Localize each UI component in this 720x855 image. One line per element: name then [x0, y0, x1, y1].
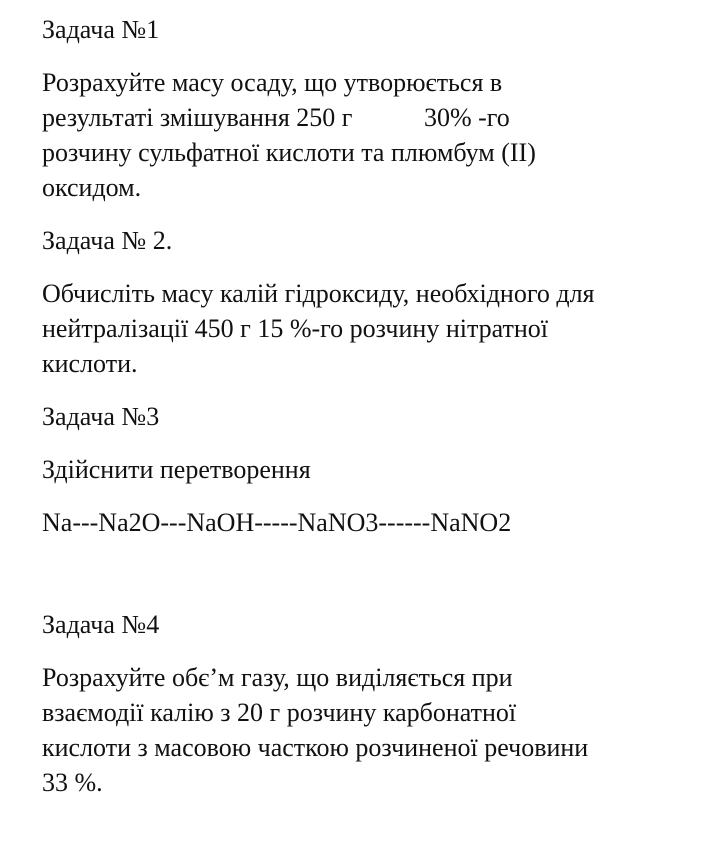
- task-1: [42, 12, 712, 205]
- task-3-scheme: Na---Na2O---NaOH-----NaNO3------NaNO2: [42, 508, 512, 537]
- task-4: [42, 607, 712, 800]
- task-4-title: Задача №4: [42, 610, 160, 639]
- task-2-title: Задача № 2.: [42, 226, 173, 255]
- task-3-title: Задача №3: [42, 402, 160, 431]
- task-4-line-2: взаємодії калію з 20 г розчину карбонатної: [42, 698, 517, 727]
- task-2-text: [42, 276, 712, 381]
- task-3: [42, 399, 712, 540]
- task-1-line-2: результаті змішування 250 г 30% -го: [42, 103, 510, 132]
- task-2: [42, 223, 712, 381]
- task-1-line-3: розчину сульфатної кислоти та плюмбум (II): [42, 138, 536, 167]
- document-body: [42, 12, 712, 800]
- task-2-line-3: кислоти.: [42, 349, 138, 378]
- task-4-line-4: 33 %.: [42, 768, 103, 797]
- task-2-line-1: Обчисліть масу калій гідроксиду, необхідного для: [42, 279, 595, 308]
- task-1-line-1: Розрахуйте масу осаду, що утворюється в: [42, 68, 503, 97]
- task-2-line-2: нейтралізації 450 г 15 %-го розчину нітратної: [42, 314, 549, 343]
- task-4-text: [42, 660, 712, 800]
- task-1-title: Задача №1: [42, 15, 160, 44]
- task-1-text: [42, 65, 712, 205]
- task-4-line-3: кислоти з масовою часткою розчиненої речовини: [42, 733, 589, 762]
- task-1-line-4: оксидом.: [42, 173, 142, 202]
- task-3-line-1: Здійснити перетворення: [42, 455, 311, 484]
- task-4-line-1: Розрахуйте обє’м газу, що виділяється при: [42, 663, 513, 692]
